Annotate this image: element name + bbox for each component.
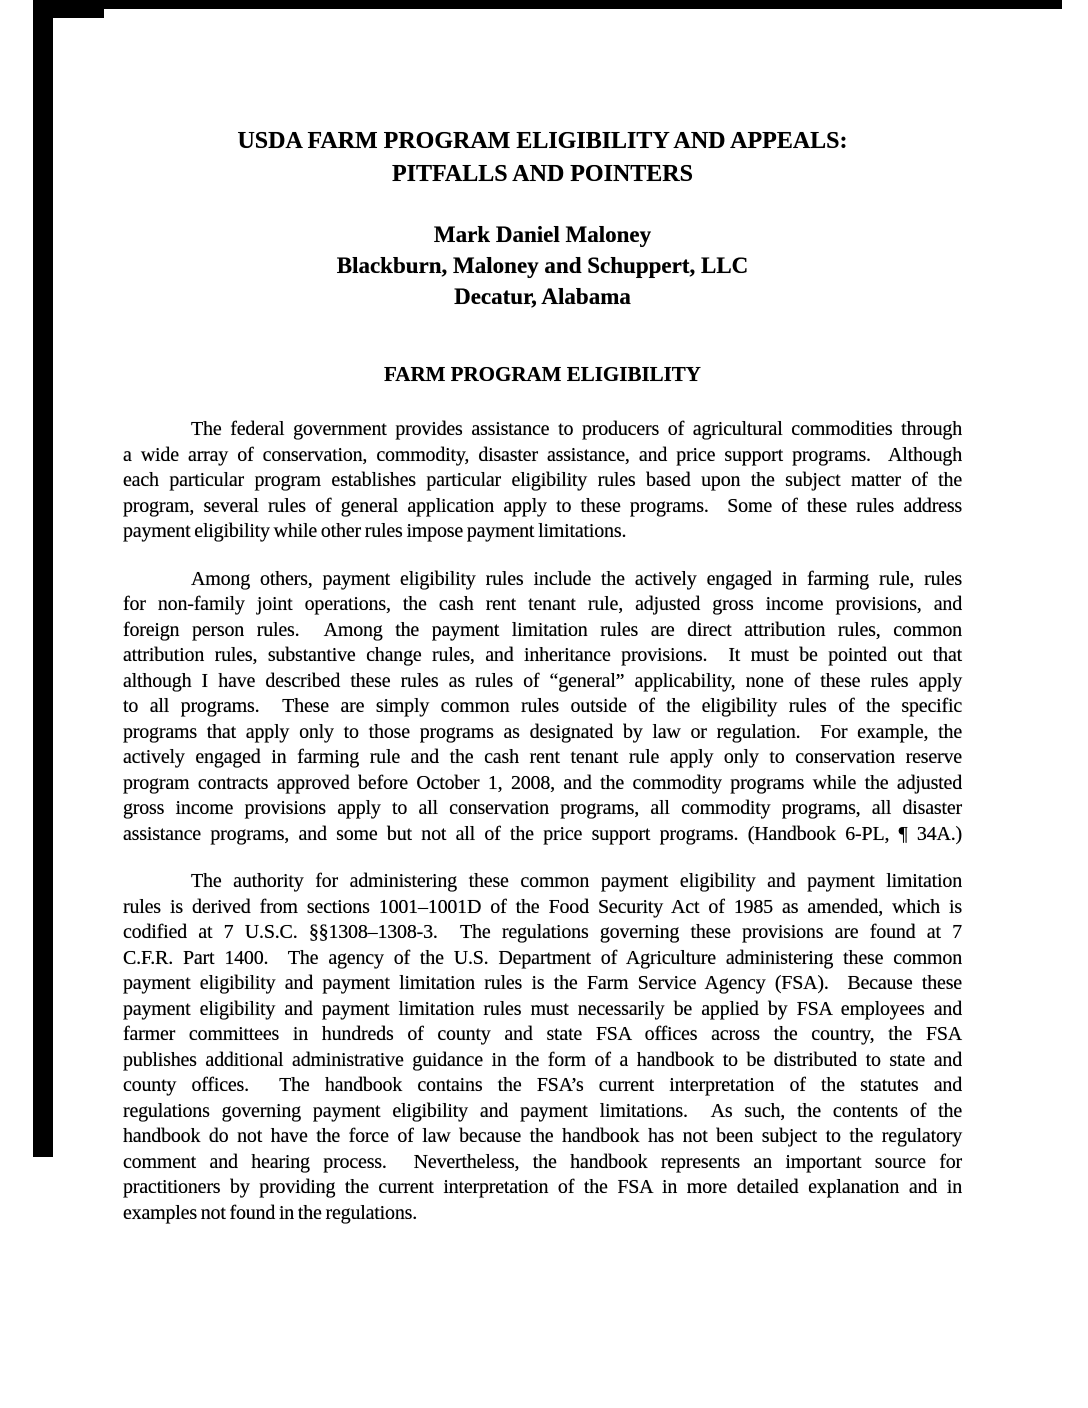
- body-text: [123, 417, 962, 1226]
- text-line: codified at 7 U.S.C. §§1308–1308-3. The regulations governing these provisions are found at 7: [123, 921, 962, 943]
- text-line: The authority for administering these common payment eligibility and payment limitation: [191, 870, 962, 892]
- title-line-1: USDA FARM PROGRAM ELIGIBILITY AND APPEALS:: [237, 128, 848, 154]
- author-location: Decatur, Alabama: [454, 284, 631, 309]
- text-line: payment eligibility while other rules impose payment limitations.: [123, 520, 627, 542]
- text-line: regulations governing payment eligibility and payment limitations. As such, the contents of the: [123, 1099, 962, 1122]
- text-line: payment eligibility and payment limitation rules must necessarily be applied by FSA employees and: [123, 997, 962, 1020]
- paragraph: [123, 567, 962, 848]
- text-line: Among others, payment eligibility rules include the actively engaged in farming rule, rules: [191, 567, 962, 590]
- page-content: [123, 0, 962, 1226]
- text-line: for non-family joint operations, the cash rent tenant rule, adjusted gross income provisions, and: [123, 593, 962, 615]
- paragraph: [123, 417, 962, 545]
- title-line-2: PITFALLS AND POINTERS: [392, 161, 693, 187]
- text-line: C.F.R. Part 1400. The agency of the U.S. Department of Agriculture administering these common: [123, 946, 962, 969]
- text-line: rules is derived from sections 1001–1001D of the Food Security Act of 1985 as amended, which is: [123, 895, 962, 918]
- section-heading: FARM PROGRAM ELIGIBILITY: [384, 362, 701, 386]
- text-line: county offices. The handbook contains the FSA’s current interpretation of the statutes and: [123, 1074, 962, 1096]
- text-line: assistance programs, and some but not all of the price support programs. (Handbook 6-PL, ¶ 34A.): [123, 822, 962, 845]
- text-line: handbook do not have the force of law because the handbook has not been subject to the regulatory: [123, 1125, 962, 1147]
- text-line: publishes additional administrative guidance in the form of a handbook to be distributed to state and: [123, 1048, 962, 1071]
- author-firm: Blackburn, Maloney and Schuppert, LLC: [336, 253, 749, 278]
- text-line: program contracts approved before October 1, 2008, and the commodity programs while the adjusted: [123, 771, 962, 794]
- text-line: a wide array of conservation, commodity, disaster assistance, and price support programs. Although: [123, 443, 962, 466]
- text-line: examples not found in the regulations.: [123, 1201, 418, 1224]
- text-line: attribution rules, substantive change rules, and inheritance provisions. It must be pointed out that: [123, 644, 962, 666]
- text-line: each particular program establishes particular eligibility rules based upon the subject matter of the: [123, 469, 962, 491]
- scan-artifact-left-bar: [33, 0, 53, 1157]
- text-line: programs that apply only to those programs as designated by law or regulation. For example, the: [123, 720, 962, 743]
- scan-artifact-corner-blob: [33, 0, 104, 18]
- text-line: although I have described these rules as rules of “general” applicability, none of these rules apply: [123, 669, 962, 692]
- document-title: [123, 125, 962, 191]
- text-line: comment and hearing process. Nevertheless, the handbook represents an important source for: [123, 1150, 962, 1173]
- text-line: payment eligibility and payment limitation rules is the Farm Service Agency (FSA). Because these: [123, 972, 962, 994]
- text-line: The federal government provides assistance to producers of agricultural commodities through: [191, 418, 962, 440]
- author-name: Mark Daniel Maloney: [433, 222, 652, 247]
- author-block: [123, 219, 962, 312]
- text-line: program, several rules of general application apply to these programs. Some of these rules address: [123, 494, 962, 517]
- paragraph: [123, 869, 962, 1226]
- text-line: to all programs. These are simply common rules outside of the eligibility rules of the specific: [123, 695, 962, 717]
- text-line: gross income provisions apply to all conservation programs, all commodity programs, all disaster: [123, 797, 962, 819]
- text-line: practitioners by providing the current interpretation of the FSA in more detailed explanation and in: [123, 1176, 962, 1198]
- text-line: farmer committees in hundreds of county and state FSA offices across the country, the FSA: [123, 1023, 962, 1045]
- text-line: foreign person rules. Among the payment limitation rules are direct attribution rules, common: [123, 618, 962, 641]
- text-line: actively engaged in farming rule and the cash rent tenant rule apply only to conservation reserve: [123, 746, 962, 768]
